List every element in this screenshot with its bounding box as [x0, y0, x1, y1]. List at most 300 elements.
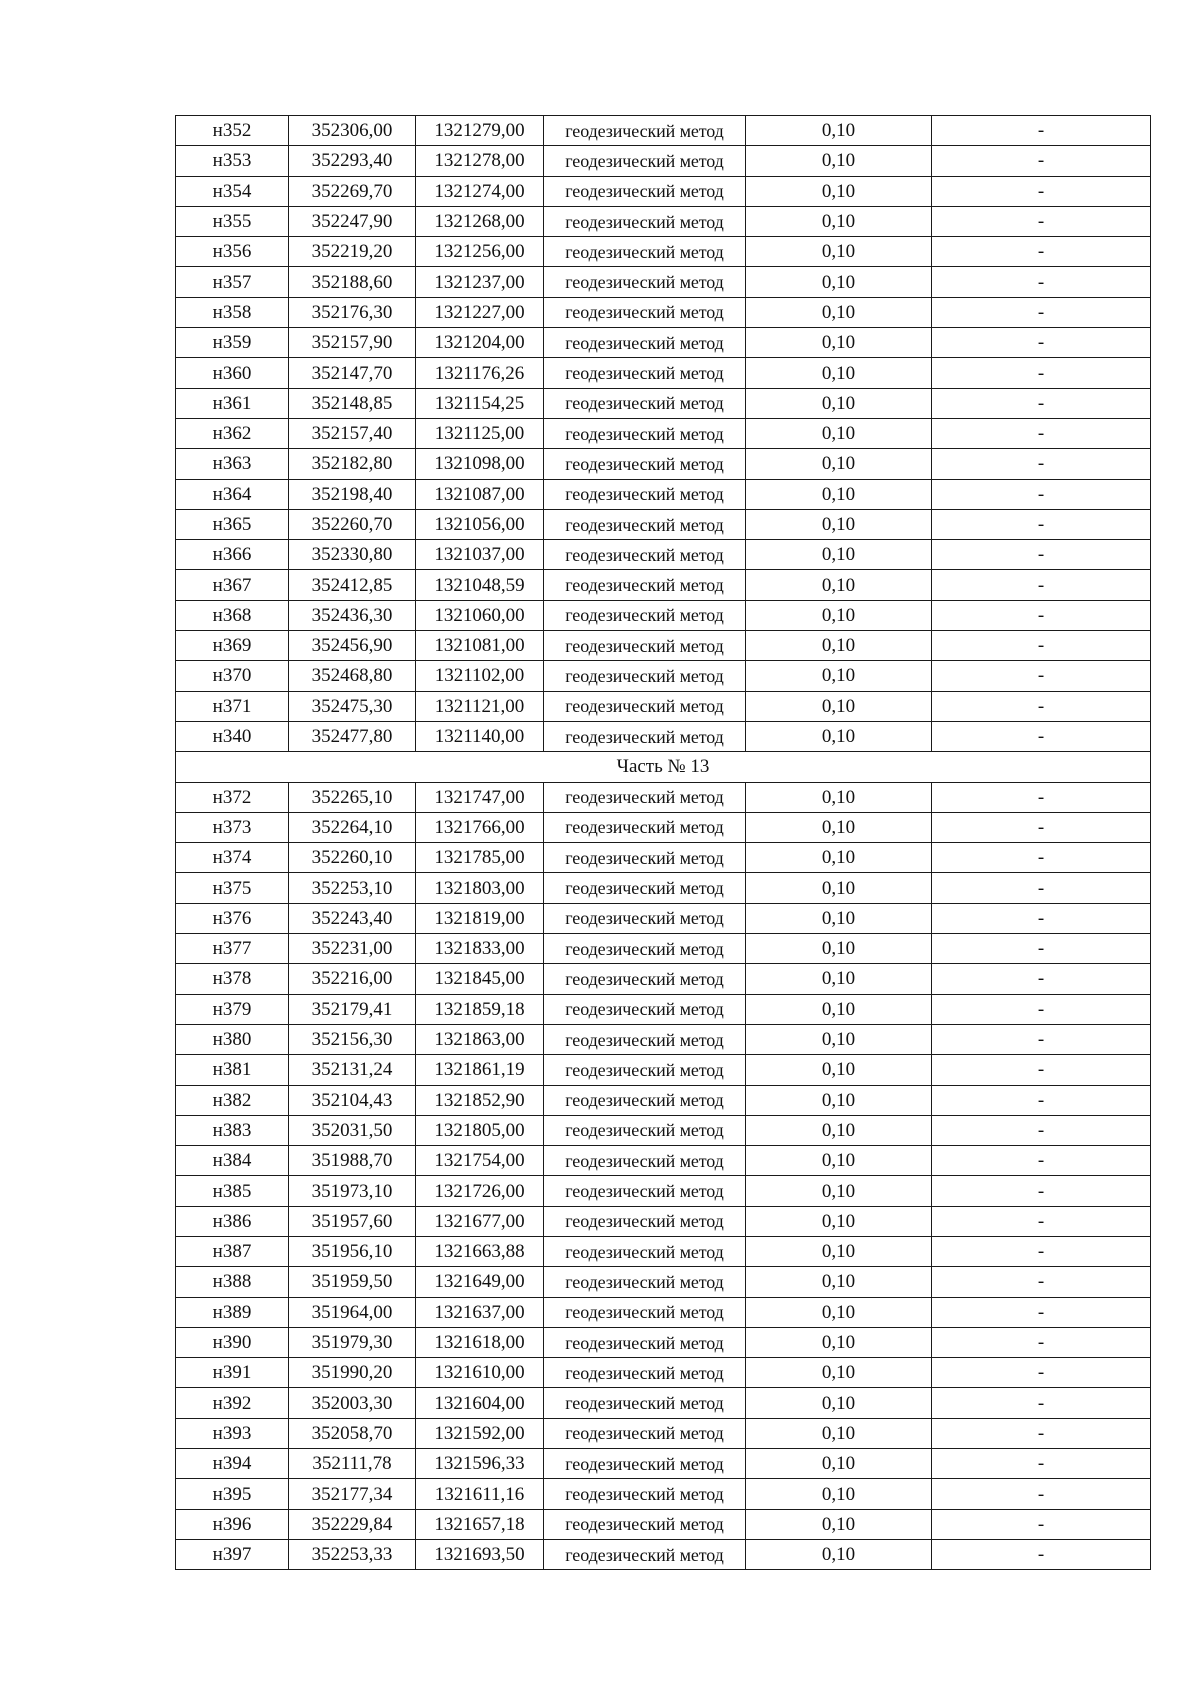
method-cell: геодезический метод — [544, 297, 746, 327]
method-cell: геодезический метод — [544, 782, 746, 812]
accuracy-cell: 0,10 — [746, 721, 932, 751]
y-coordinate-cell: 1321274,00 — [416, 176, 544, 206]
note-cell: - — [932, 1085, 1151, 1115]
point-id-cell: н371 — [176, 691, 289, 721]
x-coordinate-cell: 351973,10 — [289, 1176, 416, 1206]
accuracy-cell: 0,10 — [746, 964, 932, 994]
table-row — [176, 1509, 1151, 1539]
y-coordinate-cell: 1321102,00 — [416, 661, 544, 691]
note-cell: - — [932, 206, 1151, 236]
y-coordinate-cell: 1321852,90 — [416, 1085, 544, 1115]
table-row — [176, 1539, 1151, 1569]
point-id-cell: н368 — [176, 600, 289, 630]
accuracy-cell: 0,10 — [746, 479, 932, 509]
note-cell: - — [932, 358, 1151, 388]
accuracy-cell: 0,10 — [746, 934, 932, 964]
x-coordinate-cell: 352253,33 — [289, 1539, 416, 1569]
y-coordinate-cell: 1321726,00 — [416, 1176, 544, 1206]
accuracy-cell: 0,10 — [746, 1509, 932, 1539]
table-row — [176, 1358, 1151, 1388]
note-cell: - — [932, 418, 1151, 448]
y-coordinate-cell: 1321747,00 — [416, 782, 544, 812]
point-id-cell: н376 — [176, 903, 289, 933]
accuracy-cell: 0,10 — [746, 328, 932, 358]
point-id-cell: н392 — [176, 1388, 289, 1418]
x-coordinate-cell: 352157,90 — [289, 328, 416, 358]
x-coordinate-cell: 352243,40 — [289, 903, 416, 933]
table-row — [176, 267, 1151, 297]
point-id-cell: н373 — [176, 812, 289, 842]
method-cell: геодезический метод — [544, 328, 746, 358]
point-id-cell: н391 — [176, 1358, 289, 1388]
point-id-cell: н355 — [176, 206, 289, 236]
method-cell: геодезический метод — [544, 1024, 746, 1054]
note-cell: - — [932, 1327, 1151, 1357]
accuracy-cell: 0,10 — [746, 1539, 932, 1569]
y-coordinate-cell: 1321154,25 — [416, 388, 544, 418]
table-row — [176, 1146, 1151, 1176]
x-coordinate-cell: 352216,00 — [289, 964, 416, 994]
point-id-cell: н359 — [176, 328, 289, 358]
accuracy-cell: 0,10 — [746, 600, 932, 630]
note-cell: - — [932, 1479, 1151, 1509]
point-id-cell: н358 — [176, 297, 289, 327]
table-row — [176, 540, 1151, 570]
note-cell: - — [932, 449, 1151, 479]
x-coordinate-cell: 351956,10 — [289, 1236, 416, 1266]
accuracy-cell: 0,10 — [746, 540, 932, 570]
y-coordinate-cell: 1321048,59 — [416, 570, 544, 600]
y-coordinate-cell: 1321766,00 — [416, 812, 544, 842]
y-coordinate-cell: 1321227,00 — [416, 297, 544, 327]
y-coordinate-cell: 1321677,00 — [416, 1206, 544, 1236]
table-row — [176, 570, 1151, 600]
accuracy-cell: 0,10 — [746, 1267, 932, 1297]
accuracy-cell: 0,10 — [746, 388, 932, 418]
x-coordinate-cell: 352157,40 — [289, 418, 416, 448]
accuracy-cell: 0,10 — [746, 267, 932, 297]
note-cell: - — [932, 237, 1151, 267]
x-coordinate-cell: 352177,34 — [289, 1479, 416, 1509]
point-id-cell: н366 — [176, 540, 289, 570]
table-row — [176, 1055, 1151, 1085]
accuracy-cell: 0,10 — [746, 1176, 932, 1206]
table-row — [176, 1388, 1151, 1418]
note-cell: - — [932, 479, 1151, 509]
table-row — [176, 903, 1151, 933]
accuracy-cell: 0,10 — [746, 570, 932, 600]
x-coordinate-cell: 351988,70 — [289, 1146, 416, 1176]
y-coordinate-cell: 1321803,00 — [416, 873, 544, 903]
x-coordinate-cell: 352104,43 — [289, 1085, 416, 1115]
method-cell: геодезический метод — [544, 1297, 746, 1327]
method-cell: геодезический метод — [544, 1055, 746, 1085]
table-row — [176, 631, 1151, 661]
method-cell: геодезический метод — [544, 540, 746, 570]
note-cell: - — [932, 509, 1151, 539]
table-row — [176, 1418, 1151, 1448]
point-id-cell: н340 — [176, 721, 289, 751]
method-cell: геодезический метод — [544, 267, 746, 297]
method-cell: геодезический метод — [544, 964, 746, 994]
note-cell: - — [932, 691, 1151, 721]
y-coordinate-cell: 1321649,00 — [416, 1267, 544, 1297]
method-cell: геодезический метод — [544, 418, 746, 448]
note-cell: - — [932, 631, 1151, 661]
accuracy-cell: 0,10 — [746, 176, 932, 206]
y-coordinate-cell: 1321060,00 — [416, 600, 544, 630]
table-row — [176, 449, 1151, 479]
point-id-cell: н352 — [176, 116, 289, 146]
method-cell: геодезический метод — [544, 176, 746, 206]
x-coordinate-cell: 352260,10 — [289, 843, 416, 873]
y-coordinate-cell: 1321845,00 — [416, 964, 544, 994]
method-cell: геодезический метод — [544, 449, 746, 479]
table-row — [176, 1479, 1151, 1509]
x-coordinate-cell: 352219,20 — [289, 237, 416, 267]
table-row — [176, 1206, 1151, 1236]
table-row — [176, 418, 1151, 448]
table-row — [176, 1115, 1151, 1145]
note-cell: - — [932, 328, 1151, 358]
x-coordinate-cell: 351964,00 — [289, 1297, 416, 1327]
method-cell: геодезический метод — [544, 661, 746, 691]
table-row — [176, 691, 1151, 721]
y-coordinate-cell: 1321610,00 — [416, 1358, 544, 1388]
coordinates-table-body — [176, 116, 1151, 1570]
y-coordinate-cell: 1321863,00 — [416, 1024, 544, 1054]
method-cell: геодезический метод — [544, 1418, 746, 1448]
table-row — [176, 116, 1151, 146]
point-id-cell: н356 — [176, 237, 289, 267]
method-cell: геодезический метод — [544, 146, 746, 176]
table-row — [176, 1327, 1151, 1357]
x-coordinate-cell: 352260,70 — [289, 509, 416, 539]
x-coordinate-cell: 352003,30 — [289, 1388, 416, 1418]
x-coordinate-cell: 352475,30 — [289, 691, 416, 721]
y-coordinate-cell: 1321176,26 — [416, 358, 544, 388]
x-coordinate-cell: 352229,84 — [289, 1509, 416, 1539]
method-cell: геодезический метод — [544, 479, 746, 509]
table-row — [176, 964, 1151, 994]
note-cell: - — [932, 873, 1151, 903]
x-coordinate-cell: 352306,00 — [289, 116, 416, 146]
method-cell: геодезический метод — [544, 116, 746, 146]
x-coordinate-cell: 352436,30 — [289, 600, 416, 630]
x-coordinate-cell: 352131,24 — [289, 1055, 416, 1085]
table-row — [176, 873, 1151, 903]
accuracy-cell: 0,10 — [746, 994, 932, 1024]
x-coordinate-cell: 352264,10 — [289, 812, 416, 842]
x-coordinate-cell: 351990,20 — [289, 1358, 416, 1388]
y-coordinate-cell: 1321859,18 — [416, 994, 544, 1024]
accuracy-cell: 0,10 — [746, 206, 932, 236]
point-id-cell: н370 — [176, 661, 289, 691]
point-id-cell: н387 — [176, 1236, 289, 1266]
accuracy-cell: 0,10 — [746, 782, 932, 812]
accuracy-cell: 0,10 — [746, 873, 932, 903]
point-id-cell: н354 — [176, 176, 289, 206]
x-coordinate-cell: 352188,60 — [289, 267, 416, 297]
method-cell: геодезический метод — [544, 237, 746, 267]
y-coordinate-cell: 1321618,00 — [416, 1327, 544, 1357]
table-row — [176, 994, 1151, 1024]
x-coordinate-cell: 352231,00 — [289, 934, 416, 964]
method-cell: геодезический метод — [544, 721, 746, 751]
method-cell: геодезический метод — [544, 1267, 746, 1297]
x-coordinate-cell: 352293,40 — [289, 146, 416, 176]
table-row — [176, 661, 1151, 691]
method-cell: геодезический метод — [544, 843, 746, 873]
x-coordinate-cell: 351957,60 — [289, 1206, 416, 1236]
method-cell: геодезический метод — [544, 1176, 746, 1206]
x-coordinate-cell: 352412,85 — [289, 570, 416, 600]
table-row — [176, 1236, 1151, 1266]
point-id-cell: н372 — [176, 782, 289, 812]
y-coordinate-cell: 1321637,00 — [416, 1297, 544, 1327]
accuracy-cell: 0,10 — [746, 1115, 932, 1145]
table-row — [176, 206, 1151, 236]
x-coordinate-cell: 352198,40 — [289, 479, 416, 509]
x-coordinate-cell: 352456,90 — [289, 631, 416, 661]
point-id-cell: н374 — [176, 843, 289, 873]
x-coordinate-cell: 352179,41 — [289, 994, 416, 1024]
accuracy-cell: 0,10 — [746, 1055, 932, 1085]
point-id-cell: н380 — [176, 1024, 289, 1054]
method-cell: геодезический метод — [544, 206, 746, 236]
note-cell: - — [932, 540, 1151, 570]
method-cell: геодезический метод — [544, 1358, 746, 1388]
method-cell: геодезический метод — [544, 1327, 746, 1357]
table-row — [176, 1176, 1151, 1206]
method-cell: геодезический метод — [544, 1206, 746, 1236]
accuracy-cell: 0,10 — [746, 1146, 932, 1176]
y-coordinate-cell: 1321657,18 — [416, 1509, 544, 1539]
table-row — [176, 479, 1151, 509]
y-coordinate-cell: 1321056,00 — [416, 509, 544, 539]
method-cell: геодезический метод — [544, 1539, 746, 1569]
table-row — [176, 1297, 1151, 1327]
table-row — [176, 1267, 1151, 1297]
note-cell: - — [932, 782, 1151, 812]
table-row — [176, 388, 1151, 418]
note-cell: - — [932, 1236, 1151, 1266]
method-cell: геодезический метод — [544, 1388, 746, 1418]
x-coordinate-cell: 352148,85 — [289, 388, 416, 418]
y-coordinate-cell: 1321204,00 — [416, 328, 544, 358]
note-cell: - — [932, 1055, 1151, 1085]
note-cell: - — [932, 388, 1151, 418]
accuracy-cell: 0,10 — [746, 1358, 932, 1388]
note-cell: - — [932, 1509, 1151, 1539]
y-coordinate-cell: 1321754,00 — [416, 1146, 544, 1176]
x-coordinate-cell: 352176,30 — [289, 297, 416, 327]
method-cell: геодезический метод — [544, 1479, 746, 1509]
accuracy-cell: 0,10 — [746, 1327, 932, 1357]
point-id-cell: н357 — [176, 267, 289, 297]
y-coordinate-cell: 1321805,00 — [416, 1115, 544, 1145]
point-id-cell: н382 — [176, 1085, 289, 1115]
point-id-cell: н386 — [176, 1206, 289, 1236]
method-cell: геодезический метод — [544, 1085, 746, 1115]
table-row — [176, 721, 1151, 751]
note-cell: - — [932, 1449, 1151, 1479]
note-cell: - — [932, 297, 1151, 327]
x-coordinate-cell: 352111,78 — [289, 1449, 416, 1479]
table-row — [176, 1024, 1151, 1054]
point-id-cell: н384 — [176, 1146, 289, 1176]
table-row — [176, 812, 1151, 842]
x-coordinate-cell: 351979,30 — [289, 1327, 416, 1357]
method-cell: геодезический метод — [544, 570, 746, 600]
y-coordinate-cell: 1321663,88 — [416, 1236, 544, 1266]
point-id-cell: н377 — [176, 934, 289, 964]
note-cell: - — [932, 1206, 1151, 1236]
note-cell: - — [932, 146, 1151, 176]
y-coordinate-cell: 1321833,00 — [416, 934, 544, 964]
point-id-cell: н397 — [176, 1539, 289, 1569]
note-cell: - — [932, 843, 1151, 873]
accuracy-cell: 0,10 — [746, 631, 932, 661]
accuracy-cell: 0,10 — [746, 116, 932, 146]
accuracy-cell: 0,10 — [746, 1297, 932, 1327]
method-cell: геодезический метод — [544, 691, 746, 721]
y-coordinate-cell: 1321256,00 — [416, 237, 544, 267]
accuracy-cell: 0,10 — [746, 358, 932, 388]
y-coordinate-cell: 1321121,00 — [416, 691, 544, 721]
accuracy-cell: 0,10 — [746, 146, 932, 176]
accuracy-cell: 0,10 — [746, 661, 932, 691]
note-cell: - — [932, 1024, 1151, 1054]
note-cell: - — [932, 934, 1151, 964]
method-cell: геодезический метод — [544, 994, 746, 1024]
x-coordinate-cell: 351959,50 — [289, 1267, 416, 1297]
accuracy-cell: 0,10 — [746, 418, 932, 448]
y-coordinate-cell: 1321278,00 — [416, 146, 544, 176]
y-coordinate-cell: 1321237,00 — [416, 267, 544, 297]
accuracy-cell: 0,10 — [746, 1449, 932, 1479]
note-cell: - — [932, 1539, 1151, 1569]
table-row — [176, 509, 1151, 539]
point-id-cell: н367 — [176, 570, 289, 600]
accuracy-cell: 0,10 — [746, 843, 932, 873]
note-cell: - — [932, 1297, 1151, 1327]
accuracy-cell: 0,10 — [746, 812, 932, 842]
accuracy-cell: 0,10 — [746, 903, 932, 933]
y-coordinate-cell: 1321081,00 — [416, 631, 544, 661]
method-cell: геодезический метод — [544, 1115, 746, 1145]
accuracy-cell: 0,10 — [746, 1388, 932, 1418]
accuracy-cell: 0,10 — [746, 449, 932, 479]
section-title: Часть № 13 — [176, 752, 1151, 782]
point-id-cell: н378 — [176, 964, 289, 994]
note-cell: - — [932, 812, 1151, 842]
table-row — [176, 843, 1151, 873]
point-id-cell: н369 — [176, 631, 289, 661]
point-id-cell: н360 — [176, 358, 289, 388]
point-id-cell: н379 — [176, 994, 289, 1024]
table-row — [176, 297, 1151, 327]
x-coordinate-cell: 352468,80 — [289, 661, 416, 691]
method-cell: геодезический метод — [544, 358, 746, 388]
method-cell: геодезический метод — [544, 1146, 746, 1176]
note-cell: - — [932, 964, 1151, 994]
note-cell: - — [932, 267, 1151, 297]
point-id-cell: н383 — [176, 1115, 289, 1145]
note-cell: - — [932, 176, 1151, 206]
y-coordinate-cell: 1321125,00 — [416, 418, 544, 448]
method-cell: геодезический метод — [544, 812, 746, 842]
accuracy-cell: 0,10 — [746, 1206, 932, 1236]
point-id-cell: н385 — [176, 1176, 289, 1206]
table-row — [176, 934, 1151, 964]
table-row — [176, 782, 1151, 812]
table-row — [176, 176, 1151, 206]
x-coordinate-cell: 352156,30 — [289, 1024, 416, 1054]
method-cell: геодезический метод — [544, 388, 746, 418]
y-coordinate-cell: 1321037,00 — [416, 540, 544, 570]
x-coordinate-cell: 352147,70 — [289, 358, 416, 388]
method-cell: геодезический метод — [544, 873, 746, 903]
method-cell: геодезический метод — [544, 1449, 746, 1479]
point-id-cell: н388 — [176, 1267, 289, 1297]
x-coordinate-cell: 352265,10 — [289, 782, 416, 812]
method-cell: геодезический метод — [544, 600, 746, 630]
note-cell: - — [932, 1388, 1151, 1418]
note-cell: - — [932, 1176, 1151, 1206]
accuracy-cell: 0,10 — [746, 1418, 932, 1448]
x-coordinate-cell: 352182,80 — [289, 449, 416, 479]
point-id-cell: н390 — [176, 1327, 289, 1357]
point-id-cell: н353 — [176, 146, 289, 176]
accuracy-cell: 0,10 — [746, 1479, 932, 1509]
note-cell: - — [932, 1146, 1151, 1176]
point-id-cell: н362 — [176, 418, 289, 448]
accuracy-cell: 0,10 — [746, 1085, 932, 1115]
point-id-cell: н363 — [176, 449, 289, 479]
note-cell: - — [932, 1115, 1151, 1145]
method-cell: геодезический метод — [544, 903, 746, 933]
point-id-cell: н393 — [176, 1418, 289, 1448]
section-header-row — [176, 752, 1151, 782]
note-cell: - — [932, 721, 1151, 751]
table-row — [176, 328, 1151, 358]
y-coordinate-cell: 1321140,00 — [416, 721, 544, 751]
method-cell: геодезический метод — [544, 631, 746, 661]
x-coordinate-cell: 352477,80 — [289, 721, 416, 751]
note-cell: - — [932, 116, 1151, 146]
x-coordinate-cell: 352330,80 — [289, 540, 416, 570]
y-coordinate-cell: 1321819,00 — [416, 903, 544, 933]
point-id-cell: н364 — [176, 479, 289, 509]
table-row — [176, 1085, 1151, 1115]
y-coordinate-cell: 1321611,16 — [416, 1479, 544, 1509]
y-coordinate-cell: 1321098,00 — [416, 449, 544, 479]
y-coordinate-cell: 1321693,50 — [416, 1539, 544, 1569]
point-id-cell: н365 — [176, 509, 289, 539]
method-cell: геодезический метод — [544, 509, 746, 539]
note-cell: - — [932, 1267, 1151, 1297]
point-id-cell: н375 — [176, 873, 289, 903]
table-row — [176, 237, 1151, 267]
point-id-cell: н361 — [176, 388, 289, 418]
note-cell: - — [932, 1358, 1151, 1388]
note-cell: - — [932, 903, 1151, 933]
table-row — [176, 1449, 1151, 1479]
table-row — [176, 146, 1151, 176]
x-coordinate-cell: 352247,90 — [289, 206, 416, 236]
accuracy-cell: 0,10 — [746, 1024, 932, 1054]
